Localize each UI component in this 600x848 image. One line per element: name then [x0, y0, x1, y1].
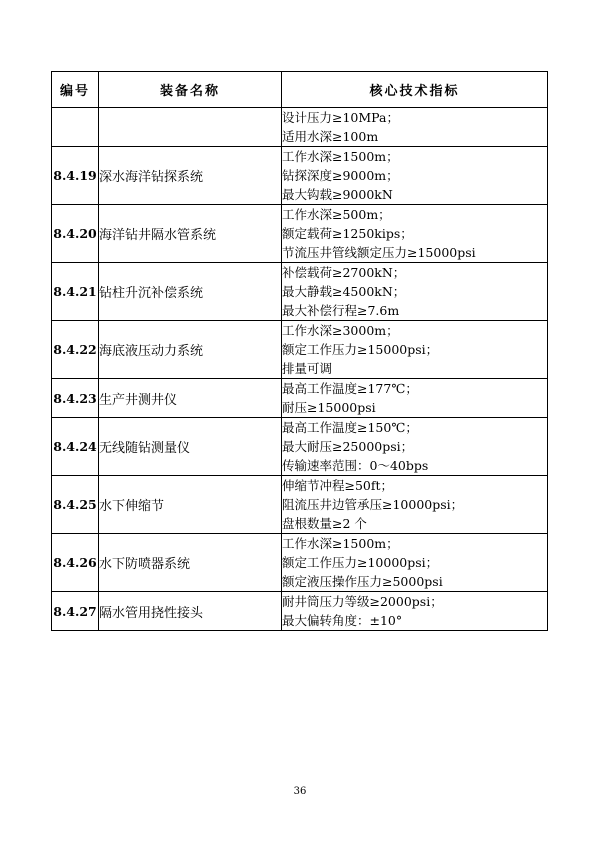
- header-row: [52, 72, 548, 108]
- spec-line: 阻流压井边管承压≥10000psi；: [282, 497, 464, 512]
- spec-line: 排量可调: [282, 361, 333, 376]
- spec-line: 工作水深≥1500m；: [282, 536, 399, 551]
- spec-line: 传输速率范围：0～40bps: [282, 458, 429, 473]
- spec-line: 额定工作压力≥15000psi；: [282, 342, 439, 357]
- spec-line: 最高工作温度≥177℃；: [282, 381, 418, 396]
- spec-line: 伸缩节冲程≥50ft；: [282, 478, 394, 493]
- core-spec-cell: [282, 205, 548, 263]
- table-row: [52, 263, 548, 321]
- core-spec-cell: [282, 321, 548, 379]
- header-number: 编号: [52, 72, 99, 108]
- equipment-name: 水下防喷器系统: [99, 534, 282, 592]
- equipment-name: 隔水管用挠性接头: [99, 592, 282, 631]
- core-spec-cell: [282, 476, 548, 534]
- core-spec-cell: [282, 263, 548, 321]
- core-spec-cell: [282, 108, 548, 147]
- equipment-name: 无线随钻测量仪: [99, 418, 282, 476]
- spec-line: 补偿载荷≥2700kN；: [282, 265, 406, 280]
- table-row: [52, 476, 548, 534]
- spec-line: 工作水深≥3000m；: [282, 323, 399, 338]
- table-header: [52, 72, 548, 108]
- spec-line: 额定液压操作压力≥5000psi: [282, 574, 443, 589]
- table-row: [52, 108, 548, 147]
- item-number: 8.4.19: [52, 147, 99, 205]
- equipment-name: 深水海洋钻探系统: [99, 147, 282, 205]
- spec-line: 额定载荷≥1250kips；: [282, 226, 413, 241]
- spec-line: 盘根数量≥2 个: [282, 516, 367, 531]
- spec-line: 最大耐压≥25000psi；: [282, 439, 414, 454]
- item-number: 8.4.23: [52, 379, 99, 418]
- item-number: 8.4.20: [52, 205, 99, 263]
- table-row: [52, 534, 548, 592]
- spec-line: 额定工作压力≥10000psi；: [282, 555, 439, 570]
- equipment-name: 生产井测井仪: [99, 379, 282, 418]
- page-number: 36: [293, 786, 307, 797]
- spec-line: 最大补偿行程≥7.6m: [282, 303, 400, 318]
- core-spec-cell: [282, 592, 548, 631]
- item-number: 8.4.24: [52, 418, 99, 476]
- item-number: 8.4.26: [52, 534, 99, 592]
- equipment-name: 海洋钻井隔水管系统: [99, 205, 282, 263]
- spec-line: 耐压≥15000psi: [282, 400, 376, 415]
- item-number: 8.4.22: [52, 321, 99, 379]
- spec-line: 工作水深≥1500m；: [282, 149, 399, 164]
- spec-line: 钻探深度≥9000m；: [282, 168, 399, 183]
- item-number: 8.4.27: [52, 592, 99, 631]
- header-equipment-name: 装备名称: [99, 72, 282, 108]
- table-row: [52, 321, 548, 379]
- table-row: [52, 205, 548, 263]
- spec-line: 耐井筒压力等级≥2000psi；: [282, 594, 443, 609]
- core-spec-cell: [282, 534, 548, 592]
- table-row: [52, 379, 548, 418]
- spec-line: 最高工作温度≥150℃；: [282, 420, 418, 435]
- spec-line: 最大偏转角度：±10°: [282, 613, 403, 628]
- item-number: 8.4.25: [52, 476, 99, 534]
- equipment-name: 钻柱升沉补偿系统: [99, 263, 282, 321]
- core-spec-cell: [282, 379, 548, 418]
- spec-line: 适用水深≥100m: [282, 129, 379, 144]
- equipment-spec-table: [51, 71, 548, 631]
- table-row: [52, 592, 548, 631]
- table-body: [52, 108, 548, 631]
- spec-line: 最大钩载≥9000kN: [282, 187, 393, 202]
- spec-line: 工作水深≥500m；: [282, 207, 391, 222]
- spec-line: 节流压井管线额定压力≥15000psi: [282, 245, 476, 260]
- spec-line: 设计压力≥10MPa；: [282, 110, 399, 125]
- equipment-name: [99, 108, 282, 147]
- spec-line: 最大静载≥4500kN；: [282, 284, 406, 299]
- core-spec-cell: [282, 418, 548, 476]
- table-row: [52, 418, 548, 476]
- header-core-spec: 核心技术指标: [282, 72, 548, 108]
- equipment-name: 海底液压动力系统: [99, 321, 282, 379]
- core-spec-cell: [282, 147, 548, 205]
- item-number: [52, 108, 99, 147]
- table-row: [52, 147, 548, 205]
- item-number: 8.4.21: [52, 263, 99, 321]
- equipment-name: 水下伸缩节: [99, 476, 282, 534]
